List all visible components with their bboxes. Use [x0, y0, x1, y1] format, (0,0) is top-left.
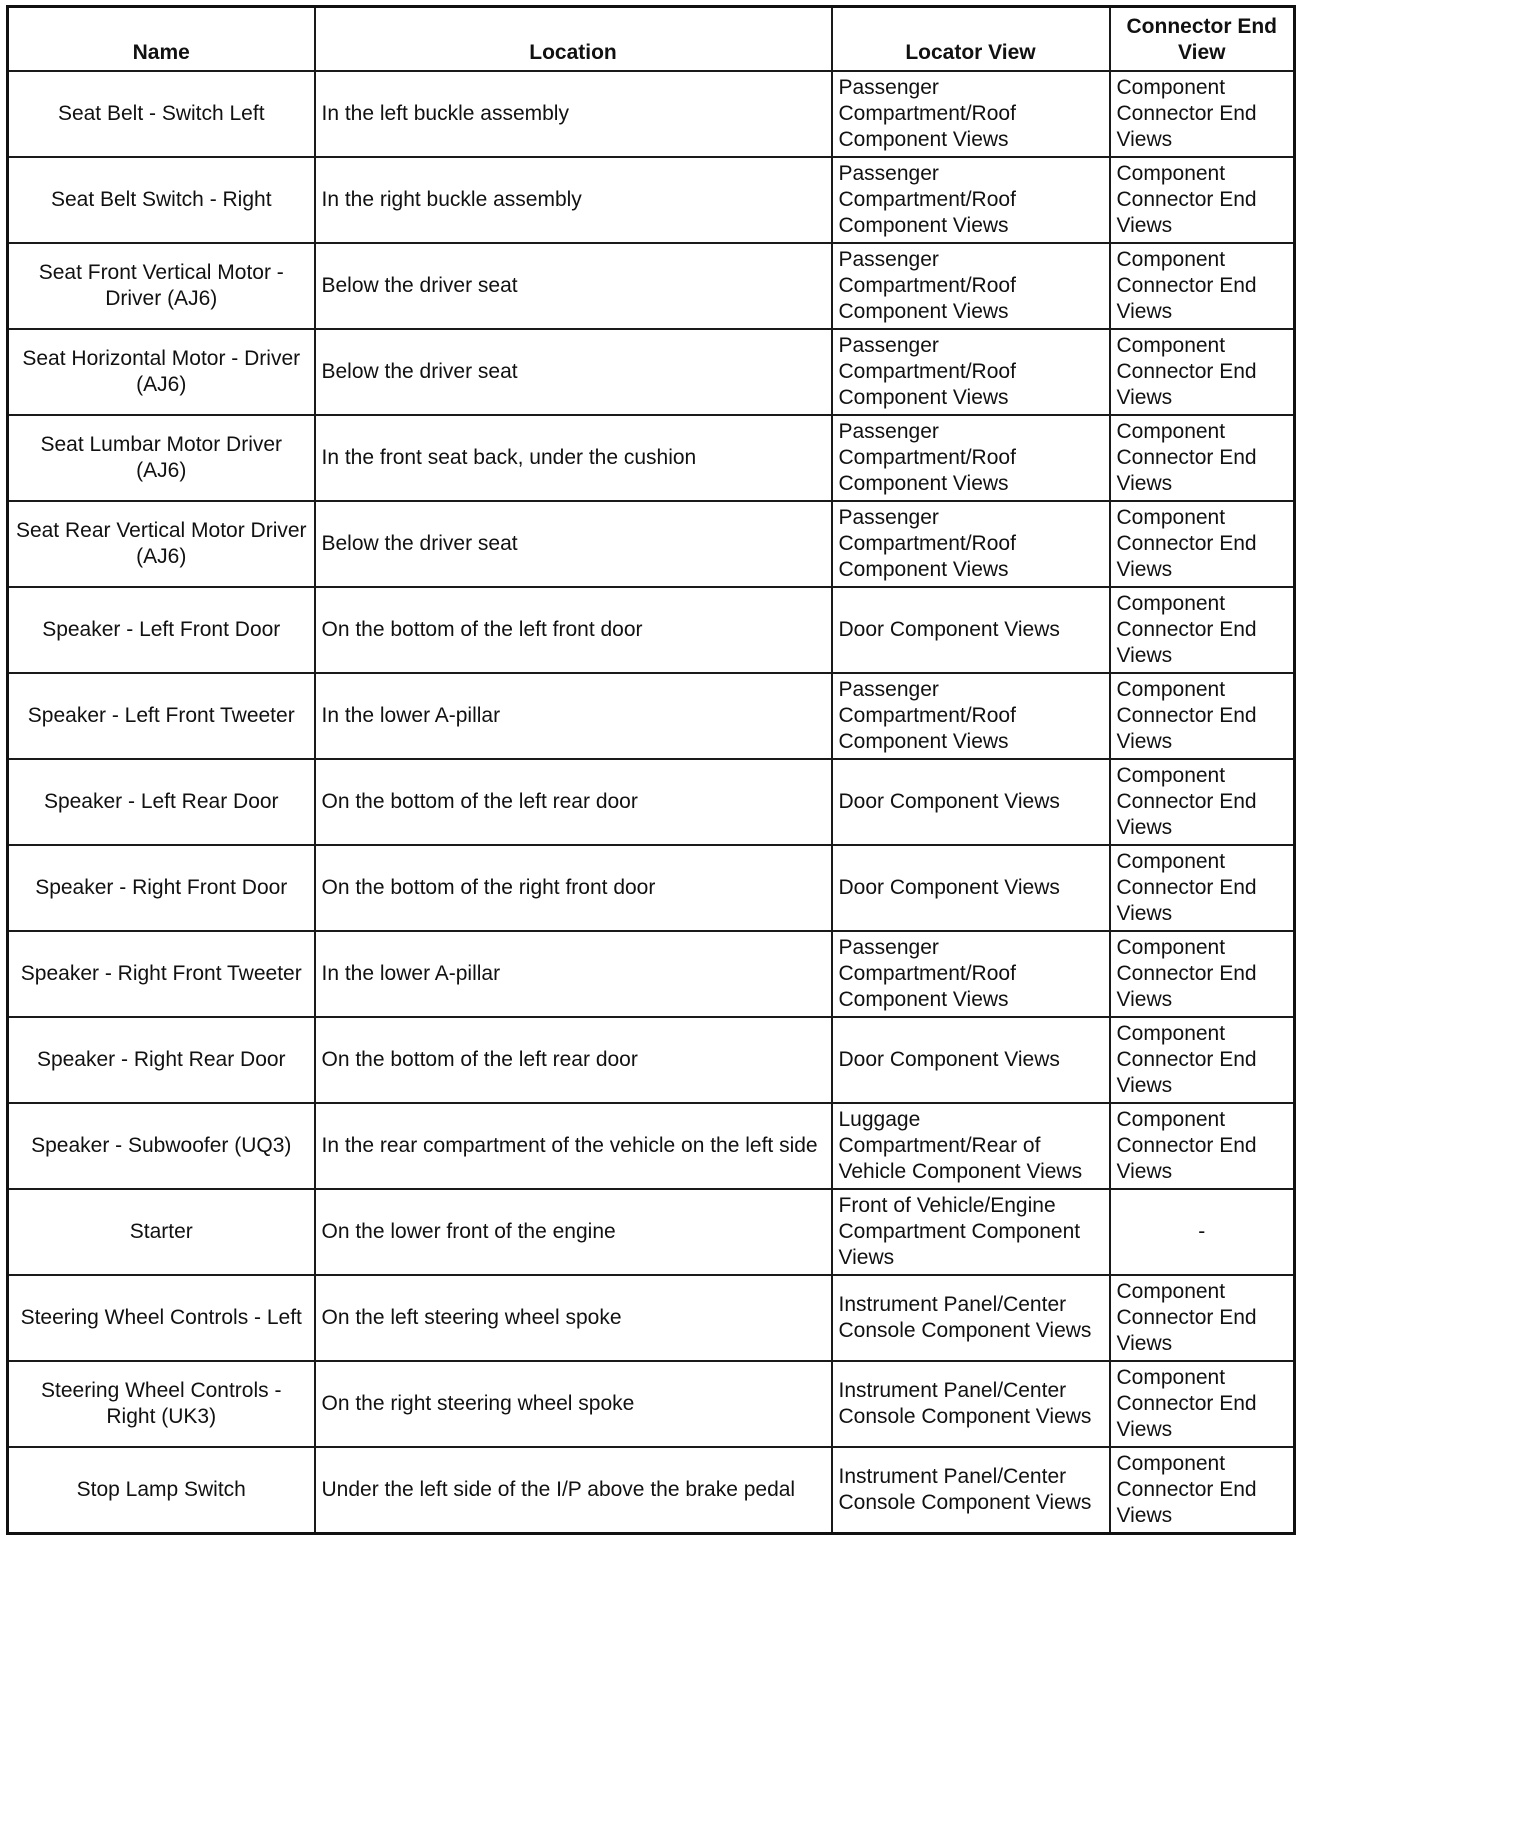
cell-location: In the front seat back, under the cushion — [315, 415, 832, 501]
header-connector-end-view: Connector End View — [1110, 7, 1295, 72]
table-row — [8, 759, 1295, 845]
cell-locator-view: Passenger Compartment/Roof Component Views — [832, 157, 1110, 243]
table-row — [8, 1017, 1295, 1103]
table-row — [8, 1189, 1295, 1275]
cell-name: Seat Horizontal Motor - Driver (AJ6) — [8, 329, 315, 415]
cell-location: In the lower A-pillar — [315, 673, 832, 759]
cell-location: Below the driver seat — [315, 501, 832, 587]
header-location: Location — [315, 7, 832, 72]
table-row — [8, 845, 1295, 931]
cell-connector-end-view: Component Connector End Views — [1110, 243, 1295, 329]
cell-name: Speaker - Subwoofer (UQ3) — [8, 1103, 315, 1189]
table-row — [8, 415, 1295, 501]
table-row — [8, 1103, 1295, 1189]
cell-locator-view: Passenger Compartment/Roof Component Views — [832, 243, 1110, 329]
cell-location: In the rear compartment of the vehicle on the left side — [315, 1103, 832, 1189]
header-name: Name — [8, 7, 315, 72]
cell-name: Speaker - Left Front Door — [8, 587, 315, 673]
cell-location: On the bottom of the left front door — [315, 587, 832, 673]
cell-locator-view: Passenger Compartment/Roof Component Views — [832, 673, 1110, 759]
cell-location: In the lower A-pillar — [315, 931, 832, 1017]
cell-location: On the bottom of the left rear door — [315, 1017, 832, 1103]
cell-locator-view: Instrument Panel/Center Console Component Views — [832, 1361, 1110, 1447]
cell-connector-end-view: Component Connector End Views — [1110, 1361, 1295, 1447]
cell-name: Stop Lamp Switch — [8, 1447, 315, 1534]
header-row — [8, 7, 1295, 72]
cell-location: On the bottom of the right front door — [315, 845, 832, 931]
cell-name: Speaker - Left Front Tweeter — [8, 673, 315, 759]
cell-connector-end-view: Component Connector End Views — [1110, 931, 1295, 1017]
component-locator-table — [6, 5, 1296, 1535]
cell-locator-view: Passenger Compartment/Roof Component Views — [832, 415, 1110, 501]
table-row — [8, 587, 1295, 673]
cell-connector-end-view: Component Connector End Views — [1110, 1017, 1295, 1103]
cell-connector-end-view: Component Connector End Views — [1110, 1275, 1295, 1361]
cell-location: In the right buckle assembly — [315, 157, 832, 243]
cell-locator-view: Door Component Views — [832, 845, 1110, 931]
cell-name: Speaker - Right Rear Door — [8, 1017, 315, 1103]
cell-locator-view: Door Component Views — [832, 1017, 1110, 1103]
cell-connector-end-view: Component Connector End Views — [1110, 501, 1295, 587]
cell-location: Below the driver seat — [315, 243, 832, 329]
cell-name: Steering Wheel Controls - Right (UK3) — [8, 1361, 315, 1447]
cell-connector-end-view: Component Connector End Views — [1110, 1447, 1295, 1534]
table-row — [8, 243, 1295, 329]
table-row — [8, 157, 1295, 243]
cell-locator-view: Door Component Views — [832, 759, 1110, 845]
table-row — [8, 1361, 1295, 1447]
cell-location: Under the left side of the I/P above the brake pedal — [315, 1447, 832, 1534]
cell-connector-end-view: Component Connector End Views — [1110, 759, 1295, 845]
cell-name: Starter — [8, 1189, 315, 1275]
cell-locator-view: Instrument Panel/Center Console Component Views — [832, 1447, 1110, 1534]
table-row — [8, 1275, 1295, 1361]
cell-location: On the right steering wheel spoke — [315, 1361, 832, 1447]
cell-locator-view: Passenger Compartment/Roof Component Views — [832, 931, 1110, 1017]
table-header — [8, 7, 1295, 72]
cell-location: On the bottom of the left rear door — [315, 759, 832, 845]
cell-locator-view: Front of Vehicle/Engine Compartment Component Views — [832, 1189, 1110, 1275]
cell-locator-view: Instrument Panel/Center Console Component Views — [832, 1275, 1110, 1361]
cell-name: Speaker - Right Front Door — [8, 845, 315, 931]
cell-connector-end-view: Component Connector End Views — [1110, 415, 1295, 501]
cell-locator-view: Luggage Compartment/Rear of Vehicle Component Views — [832, 1103, 1110, 1189]
table-row — [8, 673, 1295, 759]
cell-connector-end-view: Component Connector End Views — [1110, 329, 1295, 415]
cell-name: Speaker - Right Front Tweeter — [8, 931, 315, 1017]
header-locator-view: Locator View — [832, 7, 1110, 72]
cell-name: Seat Lumbar Motor Driver (AJ6) — [8, 415, 315, 501]
cell-name: Seat Front Vertical Motor - Driver (AJ6) — [8, 243, 315, 329]
cell-name: Seat Belt Switch - Right — [8, 157, 315, 243]
cell-locator-view: Passenger Compartment/Roof Component Views — [832, 329, 1110, 415]
table-row — [8, 1447, 1295, 1534]
cell-connector-end-view: Component Connector End Views — [1110, 71, 1295, 157]
cell-name: Speaker - Left Rear Door — [8, 759, 315, 845]
cell-connector-end-view: Component Connector End Views — [1110, 845, 1295, 931]
cell-location: In the left buckle assembly — [315, 71, 832, 157]
cell-locator-view: Passenger Compartment/Roof Component Views — [832, 501, 1110, 587]
cell-connector-end-view: Component Connector End Views — [1110, 1103, 1295, 1189]
cell-name: Seat Rear Vertical Motor Driver (AJ6) — [8, 501, 315, 587]
cell-name: Steering Wheel Controls - Left — [8, 1275, 315, 1361]
table-row — [8, 71, 1295, 157]
cell-locator-view: Passenger Compartment/Roof Component Views — [832, 71, 1110, 157]
table-row — [8, 501, 1295, 587]
table-body — [8, 71, 1295, 1534]
table-row — [8, 931, 1295, 1017]
cell-location: Below the driver seat — [315, 329, 832, 415]
cell-connector-end-view: Component Connector End Views — [1110, 587, 1295, 673]
cell-location: On the lower front of the engine — [315, 1189, 832, 1275]
cell-connector-end-view: Component Connector End Views — [1110, 673, 1295, 759]
cell-name: Seat Belt - Switch Left — [8, 71, 315, 157]
cell-connector-end-view: - — [1110, 1189, 1295, 1275]
cell-locator-view: Door Component Views — [832, 587, 1110, 673]
cell-location: On the left steering wheel spoke — [315, 1275, 832, 1361]
table-row — [8, 329, 1295, 415]
cell-connector-end-view: Component Connector End Views — [1110, 157, 1295, 243]
